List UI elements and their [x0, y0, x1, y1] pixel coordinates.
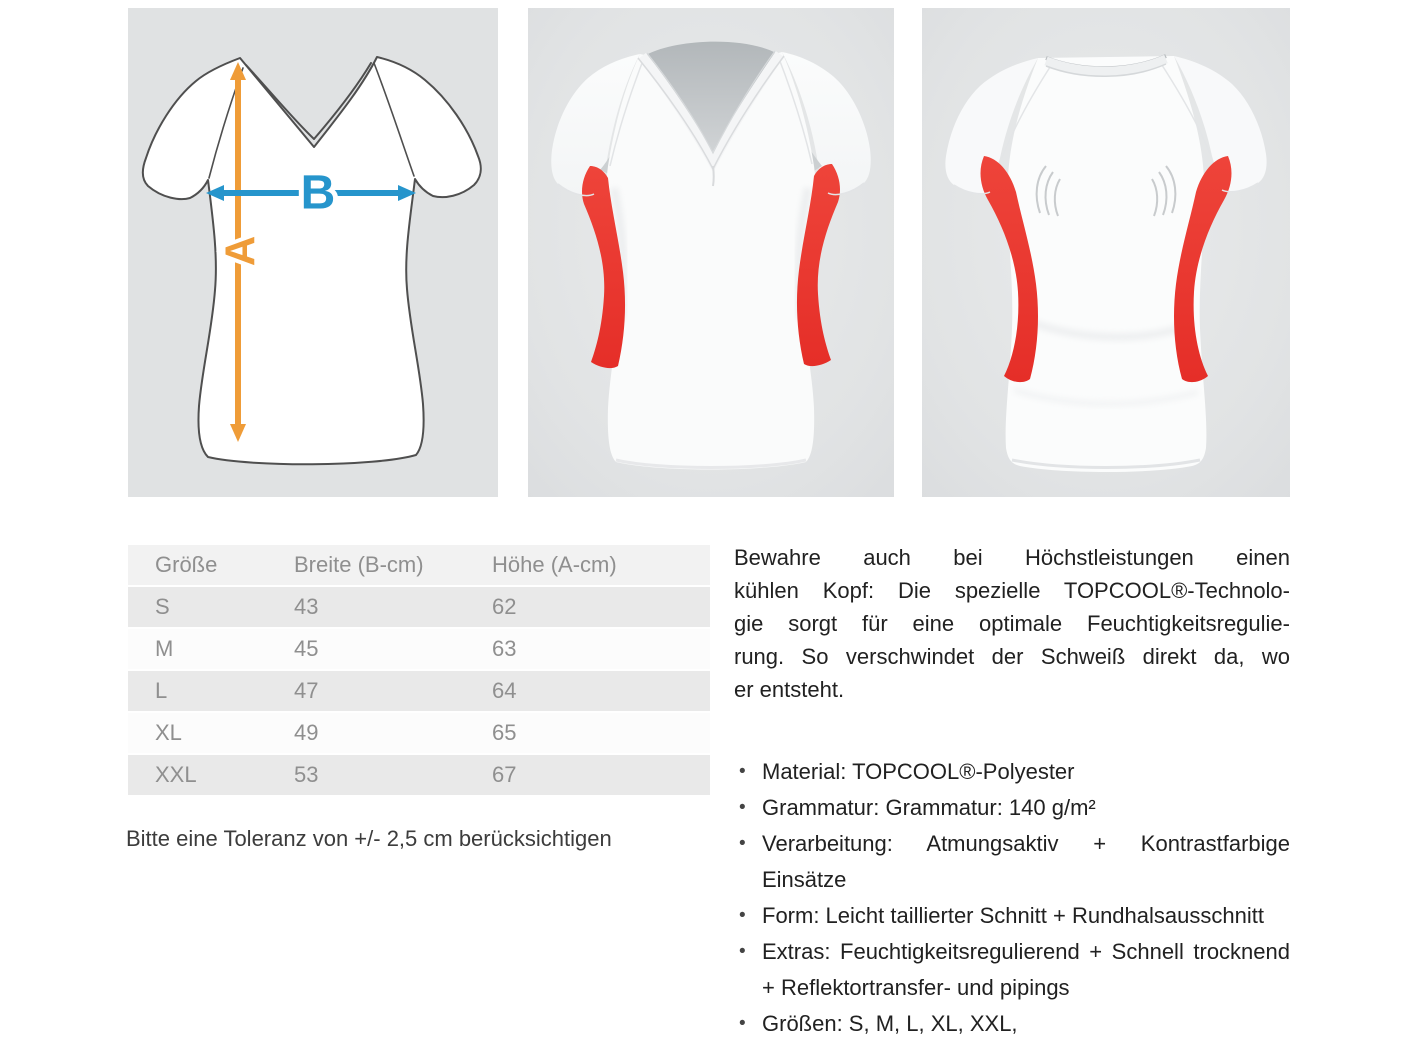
table-row	[128, 586, 710, 628]
tolerance-note: Bitte eine Toleranz von +/- 2,5 cm berücksichtigen	[126, 826, 612, 851]
table-row	[128, 670, 710, 712]
description-intro-line: gie sorgt für eine optimale Feuchtigkeitsregulie-	[734, 611, 1290, 636]
description-intro-line: er entsteht.	[734, 677, 845, 702]
table-cell: 63	[492, 628, 710, 670]
feature-item-grammatur: • Grammatur: Grammatur: 140 g/m²	[734, 790, 1290, 826]
column-header-width: Breite (B-cm)	[294, 545, 492, 586]
shirt-front-illustration	[528, 8, 894, 497]
table-cell: 43	[294, 586, 492, 628]
column-header-height: Höhe (A-cm)	[492, 545, 710, 586]
table-cell: 49	[294, 712, 492, 754]
feature-item-extras: • Extras: Feuchtigkeitsregulierend + Schnell trocknend + Reflektortransfer- und pipings	[734, 934, 1290, 1006]
size-table-header-row	[128, 545, 710, 586]
table-cell: 64	[492, 670, 710, 712]
shirt-back-illustration	[922, 8, 1290, 497]
table-cell: 65	[492, 712, 710, 754]
table-cell: 47	[294, 670, 492, 712]
description-intro-line: rung. So verschwindet der Schweiß direkt da, wo	[734, 644, 1290, 669]
product-description	[734, 541, 1290, 1042]
column-header-size: Größe	[128, 545, 294, 586]
size-diagram-illustration	[128, 8, 498, 497]
shirt-back-image	[922, 8, 1290, 497]
shirt-front-image	[528, 8, 894, 497]
measurement-label-b: B	[300, 166, 336, 220]
table-cell: XXL	[128, 754, 294, 796]
table-row	[128, 712, 710, 754]
table-cell: XL	[128, 712, 294, 754]
table-cell: 45	[294, 628, 492, 670]
measurement-label-a: A	[216, 235, 264, 267]
size-diagram-image	[128, 8, 498, 497]
table-cell: 53	[294, 754, 492, 796]
feature-item-material: • Material: TOPCOOL®-Polyester	[734, 754, 1290, 790]
feature-item-form: • Form: Leicht taillierter Schnitt + Rundhalsausschnitt	[734, 898, 1290, 934]
table-cell: S	[128, 586, 294, 628]
table-cell: 67	[492, 754, 710, 796]
size-table	[128, 545, 710, 797]
description-intro-line: Bewahre auch bei Höchstleistungen einen	[734, 545, 1290, 570]
product-image-row	[128, 8, 1290, 497]
table-row	[128, 628, 710, 670]
table-cell: L	[128, 670, 294, 712]
description-intro	[734, 541, 1290, 706]
table-cell: M	[128, 628, 294, 670]
feature-list	[734, 754, 1290, 1042]
description-intro-line: kühlen Kopf: Die spezielle TOPCOOL®-Technolo-	[734, 578, 1290, 603]
table-cell: 62	[492, 586, 710, 628]
feature-item-groessen: • Größen: S, M, L, XL, XXL,	[734, 1006, 1290, 1042]
feature-item-verarbeitung: • Verarbeitung: Atmungsaktiv + Kontrastfarbige Einsätze	[734, 826, 1290, 898]
table-row	[128, 754, 710, 796]
